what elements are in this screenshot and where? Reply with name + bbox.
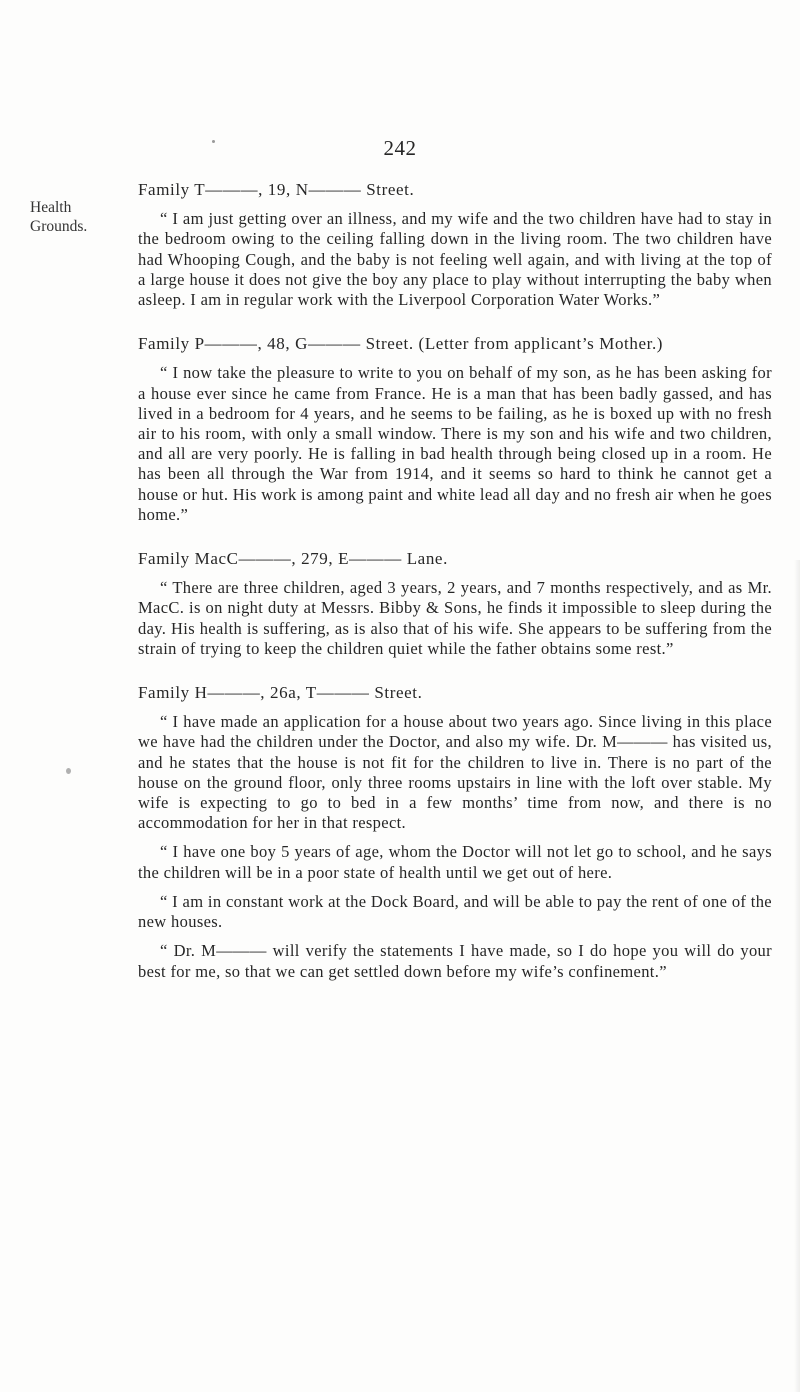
entry-paragraph: “ There are three children, aged 3 years, 2 years, and 7 months respectively, and as Mr. MacC. is on night duty at Messrs. Bibby & Sons, he finds it impossible to sleep during the day. His health is suffering, as is also that of his wife. She appears to be suffering from the strain of trying to keep the children quiet while the father obtains some rest.” [138,578,772,658]
family-entry-p [138,334,772,525]
page-edge-shadow [794,560,800,1392]
entry-paragraph: “ I now take the pleasure to write to you on behalf of my son, as he has been asking for a house ever since he came from France. He is a man that has been badly gassed, and has lived in a bedroom for 4 years, and he seems to be failing, as he is boxed up with no fresh air to his room, with only a small window. There is my son and his wife and two children, and all are very poorly. He is falling in bad health through being closed up in a room. He has been all through the War from 1914, and it seems so hard to think he cannot get a house or hut. His work is among paint and white lead all day and no fresh air when he goes home.” [138,363,772,524]
entry-paragraph: “ I have one boy 5 years of age, whom the Doctor will not let go to school, and he says the children will be in a poor state of health until we get out of here. [138,842,772,882]
entry-heading: Family H———, 26a, T——— Street. [138,683,423,703]
entry-heading: Family MacC———, 279, E——— Lane. [138,549,448,569]
document-body [138,180,772,982]
paper-speck [66,768,71,774]
family-entry-h [138,683,772,982]
entry-paragraph: “ I have made an application for a house about two years ago. Since living in this place we have had the children under the Doctor, and also my wife. Dr. M——— has visited us, and he states that the house is not fit for the children to live in. There is no part of the house on the ground floor, only three rooms upstairs in line with the loft over stable. My wife is expecting to go to bed in a few months’ time from now, and there is no accommodation for her in that respect. [138,712,772,833]
family-entry-t [138,180,772,310]
entry-heading: Family T———, 19, N——— Street. [138,180,415,199]
page-number: 242 [383,136,417,160]
entry-paragraph: “ I am just getting over an illness, and my wife and the two children have had to stay in the bedroom owing to the ceiling falling down in the living room. The two children have had Whooping Cough, and the baby is not feeling well again, and with living at the top of a large house it does not give the boy any place to play without interrupting the baby when asleep. I am in regular work with the Liverpool Corporation Water Works.” [138,209,772,310]
paper-speck [212,140,215,143]
entry-paragraph: “ I am in constant work at the Dock Board, and will be able to pay the rent of one of the new houses. [138,891,772,932]
family-entry-macc [138,549,772,659]
margin-note: Health Grounds. [30,199,88,235]
entry-paragraph: “ Dr. M——— will verify the statements I have made, so I do hope you will do your best for me, so that we can get settled down before my wife’s confinement.” [138,941,772,981]
entry-heading: Family P———, 48, G——— Street. (Letter from applicant’s Mother.) [138,334,664,354]
